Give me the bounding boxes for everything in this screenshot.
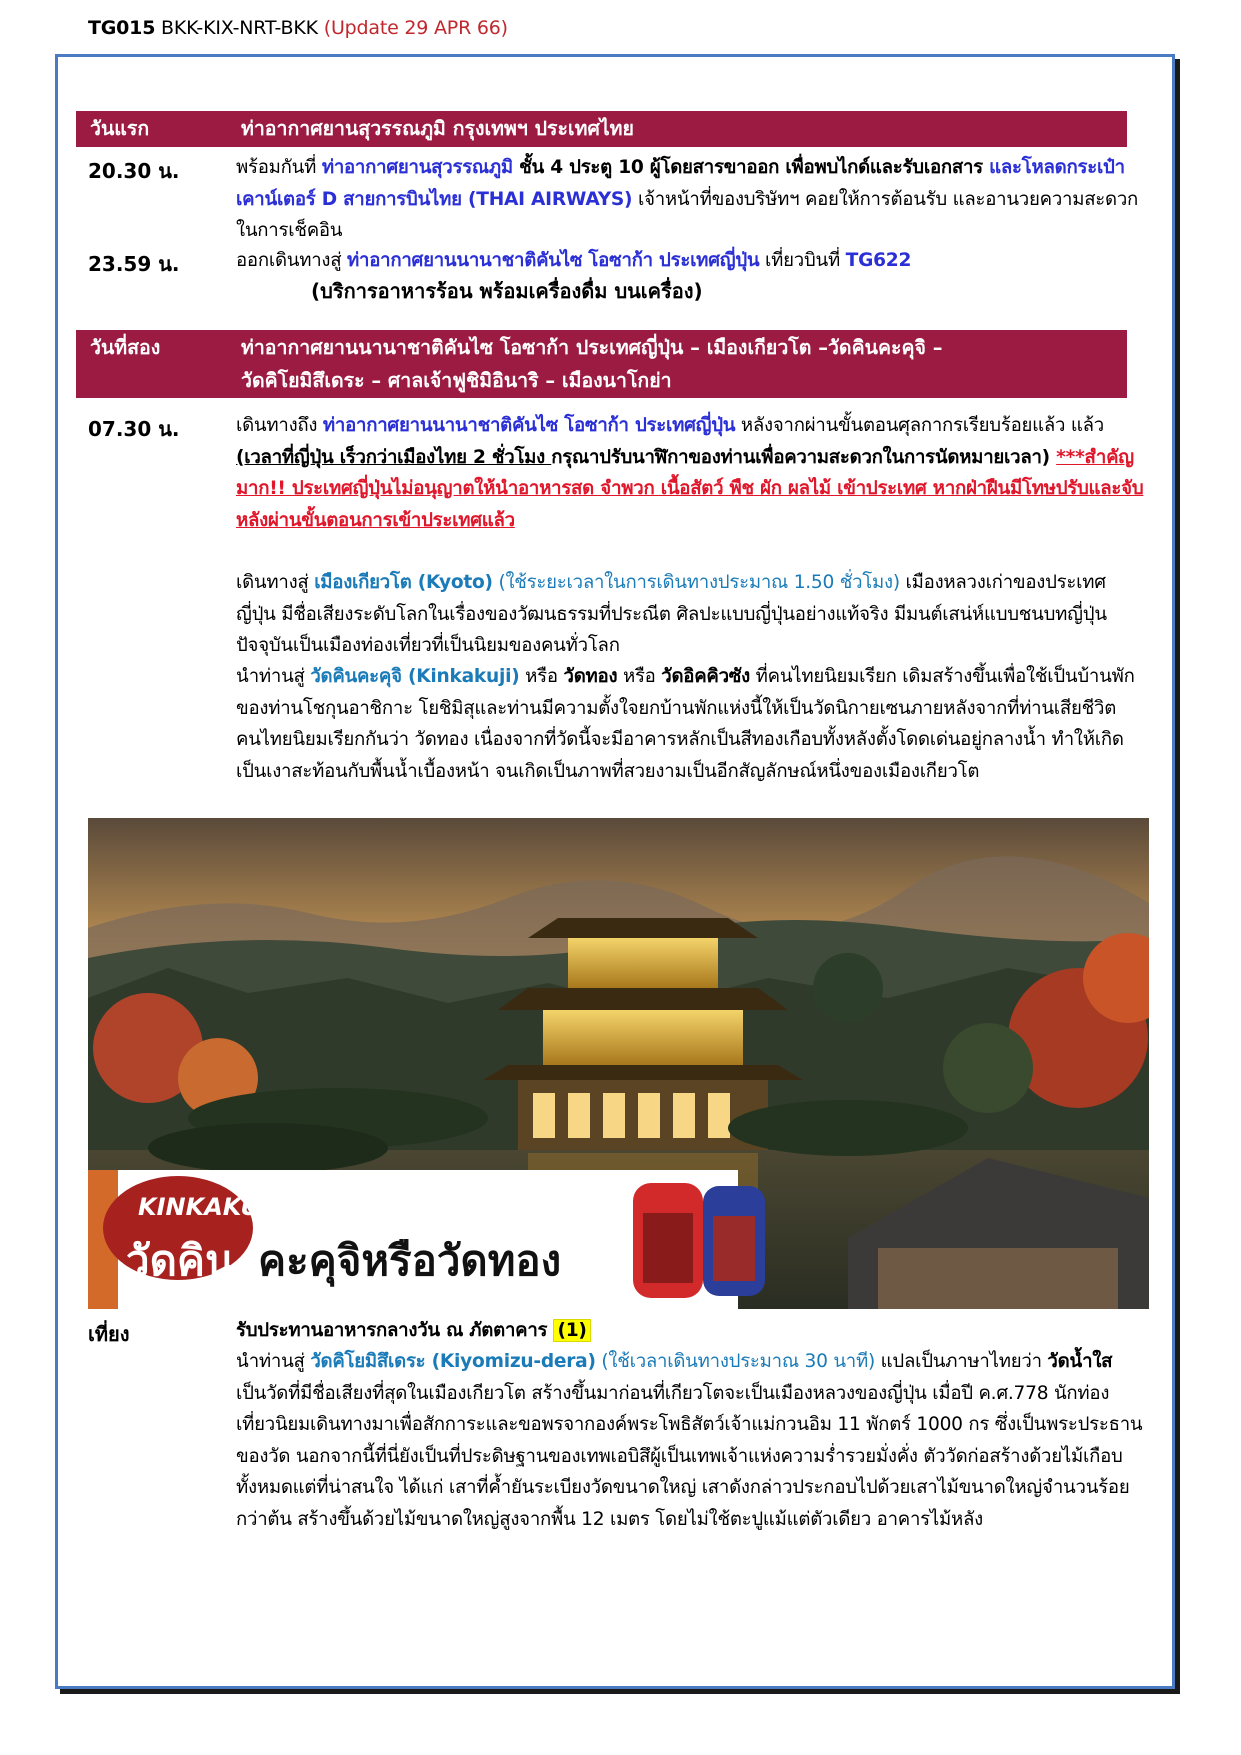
day1-para-meet: พร้อมกันที่ ท่าอากาศยานสุวรรณภูมิ ชั้น 4 ประตู 10 ผู้โดยสารขาออก เพื่อพบไกด์และรับเอกสาร และโหลดกระเป๋าเคาน์เตอร์ D สายการบินไทย (THAI AIRWAYS) เจ้าหน้าที่ของบริษัทฯ คอยให้การต้อนรับ และอานวยความสะดวกในการเช็คอิน bbox=[236, 157, 1139, 241]
day2-header-bar bbox=[76, 330, 1127, 398]
day2-para-lunch: รับประทานอาหารกลางวัน ณ ภัตตาคาร (1) bbox=[236, 1315, 1144, 1347]
tour-route: BKK-KIX-NRT-BKK bbox=[155, 17, 324, 39]
update-date: (Update 29 APR 66) bbox=[323, 17, 508, 39]
link-suvarnabhumi: ท่าอากาศยานสุวรรณภูมิ bbox=[321, 157, 513, 178]
day2-label: วันที่สอง bbox=[90, 336, 161, 359]
banner-english-title: KINKAKUJI bbox=[138, 1193, 278, 1221]
banner-thai-title-a: วัดคิน bbox=[126, 1236, 234, 1285]
day1-time-2030: 20.30 น. bbox=[88, 159, 180, 183]
day2-para-kinkakuji: นำท่านสู่ วัดคินคะคุจิ (Kinkakuji) หรือ วัดทอง หรือ วัดอิคคิวซัง ที่คนไทยนิยมเรียก เดิมสร้างขึ้นเพื่อใช้เป็นบ้านพักของท่านโชกุนอาชิกาะ โยชิมิสุและท่านมีความตั้งใจยกบ้านพักแห่งนี้ให้เป็นวัดนิกายเซนภายหลังจากที่ท่านเสียชีวิต คนไทยนิยมเรียกกันว่า วัดทอง เนื่องจากที่วัดนี้จะมีอาคารหลักเป็นสีทองเกือบทั้งหลังตั้งโดดเด่นอยู่กลางน้ำ ทำให้เกิดเป็นเงาสะท้อนกับพื้นน้ำเบื้องหน้า จนเกิดเป็นภาพที่สวยงามเป็นอีกสัญลักษณ์หนึ่งของเมืองเกียวโต bbox=[236, 666, 1135, 782]
day2-title-line1: ท่าอากาศยานนานาชาติคันไซ โอซาก้า ประเทศญี่ปุ่น – เมืองเกียวโต –วัดคินคะคุจิ – bbox=[241, 336, 943, 359]
day1-para-depart: ออกเดินทางสู่ ท่าอากาศยานนานาชาติคันไซ โอซาก้า ประเทศญี่ปุ่น เที่ยวบินที่ TG622 bbox=[236, 250, 912, 271]
tour-code: TG015 bbox=[88, 17, 156, 39]
day1-time-2359: 23.59 น. bbox=[88, 252, 180, 276]
day1-header-bar bbox=[76, 111, 1127, 147]
page-header bbox=[88, 17, 508, 39]
day2-time-0730: 07.30 น. bbox=[88, 417, 180, 441]
customs-warning: ***สำคัญมาก!! ประเทศญี่ปุ่นไม่อนุญาตให้นำอาหารสด จำพวก เนื้อสัตว์ พืช ผัก ผลไม้ เข้าประเทศ หากฝ่าฝืนมีโทษปรับและจับหลังผ่านขั้นตอนการเข้าประเทศแล้ว bbox=[236, 446, 1144, 531]
meal-number-badge: (1) bbox=[553, 1319, 590, 1342]
banner-thai-title-b: คะคุจิหรือวัดทอง bbox=[258, 1236, 562, 1285]
flight-number: TG622 bbox=[845, 250, 912, 271]
day2-time-noon: เที่ยง bbox=[88, 1322, 130, 1346]
day1-label: วันแรก bbox=[90, 117, 150, 140]
day2-title-line2: วัดคิโยมิสึเดระ – ศาลเจ้าฟูชิมิอินาริ – เมืองนาโกย่า bbox=[241, 369, 672, 392]
kinkakuji-illustration bbox=[88, 818, 1149, 1309]
day2-para-kiyomizu: นำท่านสู่ วัดคิโยมิสึเดระ (Kiyomizu-dera) (ใช้เวลาเดินทางประมาณ 30 นาที) แปลเป็นภาษาไทยว่า วัดน้ำใส เป็นวัดที่มีชื่อเสียงที่สุดในเมืองเกียวโต สร้างขึ้นมาก่อนที่เกียวโตจะเป็นเมืองหลวงของญี่ปุ่น เมื่อปี ค.ศ.778 นักท่องเที่ยวนิยมเดินทางมาเพื่อสักการะและขอพรจากองค์พระโพธิสัตว์เจ้าแม่กวนอิม 11 พักตร์ 1000 กร ซึ่งเป็นพระประธานของวัด นอกจากนี้ที่นี่ยังเป็นที่ประดิษฐานของเทพเอบิสึผู้เป็นเทพเจ้าแห่งความร่ำรวยมั่งคั่ง ตัววัดก่อสร้างด้วยไม้เกือบทั้งหมดแต่ที่น่าสนใจ ได้แก่ เสาที่ค้ำยันระเบียงวัดขนาดใหญ่ เสาดังกล่าวประกอบไปด้วยเสาไม้ขนาดใหญ่จำนวนร้อยกว่าต้น สร้างขึ้นด้วยไม้ขนาดใหญ่สูงจากพื้น 12 เมตร โดยไม่ใช้ตะปูแม้แต่ตัวเดียว อาคารไม้หลัง bbox=[236, 1351, 1143, 1530]
day1-title: ท่าอากาศยานสุวรรณภูมิ กรุงเทพฯ ประเทศไทย bbox=[241, 117, 634, 140]
kinkakuji-photo bbox=[88, 818, 1149, 1309]
day1-meal-note: (บริการอาหารร้อน พร้อมเครื่องดื่ม บนเครื่อง) bbox=[311, 279, 703, 303]
day2-para-arrive: เดินทางถึง ท่าอากาศยานนานาชาติคันไซ โอซาก้า ประเทศญี่ปุ่น หลังจากผ่านขั้นตอนศุลกากรเรียบร้อยแล้ว แล้ว (เวลาที่ญี่ปุ่น เร็วกว่าเมืองไทย 2 ชั่วโมง กรุณาปรับนาฬิกาของท่านเพื่อความสะดวกในการนัดหมายเวลา) ***สำคัญมาก!! ประเทศญี่ปุ่นไม่อนุญาตให้นำอาหารสด จำพวก เนื้อสัตว์ พืช ผัก ผลไม้ เข้าประเทศ หากฝ่าฝืนมีโทษปรับและจับหลังผ่านขั้นตอนการเข้าประเทศแล้ว bbox=[236, 415, 1144, 531]
day2-para-kyoto: เดินทางสู่ เมืองเกียวโต (Kyoto) (ใช้ระยะเวลาในการเดินทางประมาณ 1.50 ชั่วโมง) เมืองหลวงเก่าของประเทศญี่ปุ่น มีชื่อเสียงระดับโลกในเรื่องของวัฒนธรรมที่ประณีต ศิลปะแบบญี่ปุ่นอย่างแท้จริง มีมนต์เสน่ห์แบบชนบทญี่ปุ่น ปัจจุบันเป็นเมืองท่องเที่ยวที่เป็นนิยมของคนทั่วโลก bbox=[236, 572, 1107, 656]
